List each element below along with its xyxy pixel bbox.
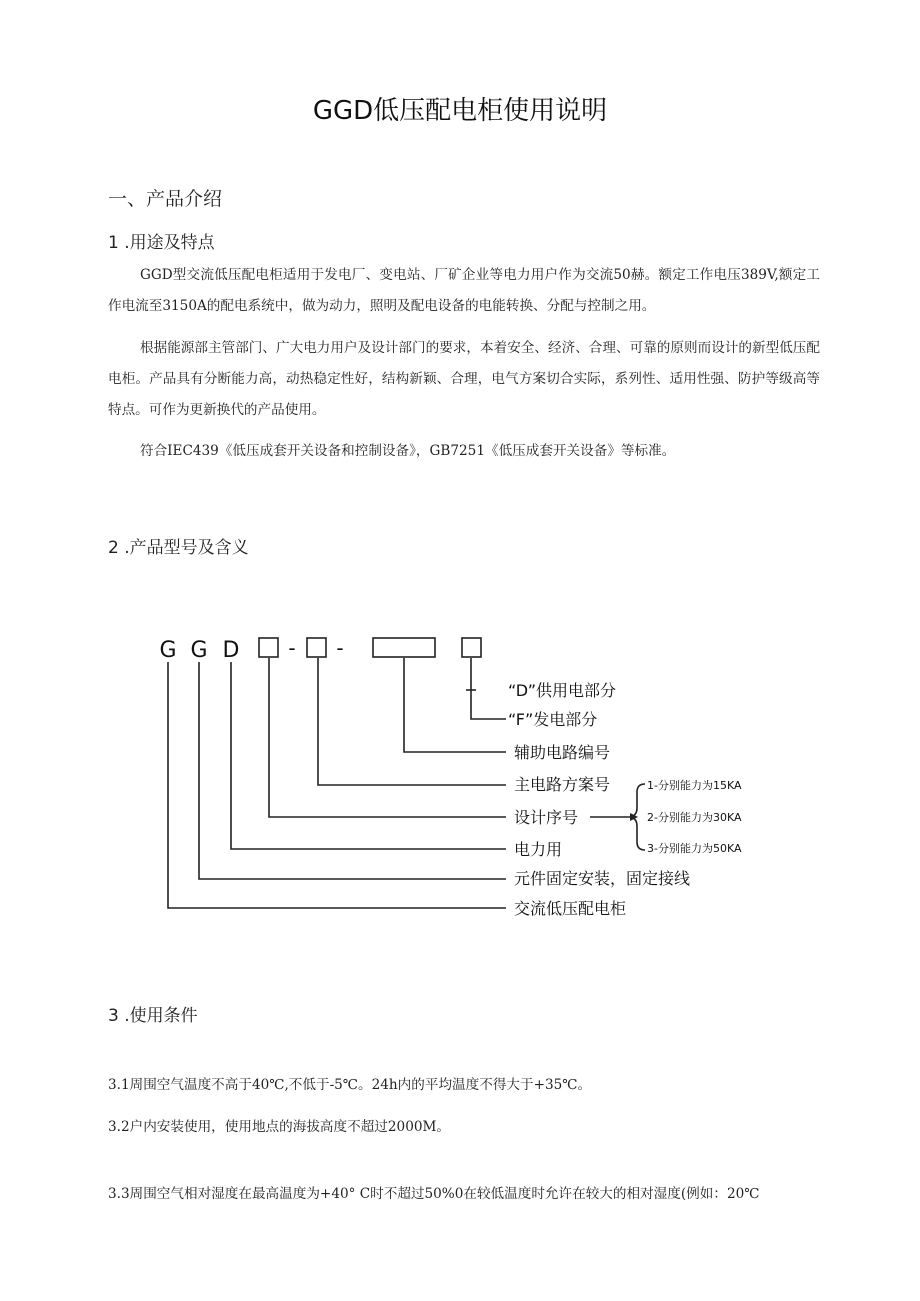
condition-3-1: 3.1周围空气温度不高于40℃,不低于-5℃。24h内的平均温度不得大于+35℃。 — [108, 1077, 592, 1093]
leader-line-fixed — [199, 662, 506, 879]
paragraph-standards: 符合IEC439《低压成套开关设备和控制设备》，GB7251《低压成套开关设备》等标准。 — [140, 443, 676, 459]
document-title: GGD低压配电柜使用说明 — [312, 96, 608, 126]
code-box-supply-type — [462, 638, 481, 657]
subheading-conditions: 3 .使用条件 — [108, 1006, 198, 1026]
label-aux-circuit: 辅助电路编号 — [514, 743, 611, 762]
label-design-seq: 设计序号 — [514, 808, 579, 827]
breaking-capacity-2: 2-分别能力为30KA — [647, 811, 742, 824]
label-fixed-install: 元件固定安装，固定接线 — [514, 869, 691, 888]
code-letter-g2: G — [190, 638, 208, 663]
label-power-use: 电力用 — [514, 840, 563, 859]
subheading-usage: 1 .用途及特点 — [108, 233, 215, 253]
code-letter-g1: G — [159, 638, 177, 663]
leader-line-supply-type — [471, 658, 506, 719]
code-box-aux-circuit — [373, 638, 435, 657]
breaking-capacity-3: 3-分别能力为50KA — [647, 842, 742, 855]
leader-line-power — [231, 662, 506, 849]
label-main-circuit: 主电路方案号 — [514, 775, 611, 794]
section-heading-product-intro: 一、产品介绍 — [108, 188, 223, 210]
breaking-capacity-1: 1-分别能力为15KA — [647, 779, 742, 792]
code-dash-1: - — [288, 636, 296, 660]
leader-line-main-circuit — [318, 658, 506, 785]
label-d-supply: “D”供用电部分 — [508, 681, 616, 700]
code-box-design-seq — [259, 638, 278, 657]
arrow-head — [630, 813, 638, 821]
label-f-generation: “F”发电部分 — [508, 710, 598, 729]
subheading-model-meaning: 2 .产品型号及含义 — [108, 538, 249, 558]
code-dash-2: - — [336, 636, 344, 660]
paragraph-usage: GGD型交流低压配电柜适用于发电厂、变电站、厂矿企业等电力用户作为交流50赫。额定工作电压389V,额定工作电流至3150A的配电系统中，做为动力，照明及配电设备的电能转换、分配与控制之用。 — [108, 267, 820, 314]
code-letter-d: D — [222, 638, 240, 663]
paragraph-design: 根据能源部主管部门、广大电力用户及设计部门的要求，本着安全、经济、合理、可靠的原则而设计的新型低压配电柜。产品具有分断能力高，动热稳定性好，结构新颖、合理，电气方案切合实际，系列性、适用性强、防护等级高等特点。可作为更新换代的产品使用。 — [108, 340, 820, 418]
code-box-main-circuit — [307, 638, 326, 657]
leader-line-aux — [404, 658, 506, 752]
label-ac-lv-cabinet: 交流低压配电柜 — [514, 899, 627, 918]
condition-3-2: 3.2户内安装使用，使用地点的海拔高度不超过2000M。 — [108, 1119, 451, 1135]
condition-3-3: 3.3周围空气相对湿度在最高温度为+40° C时不超过50%0在较低温度时允许在较大的相对湿度(例如：20℃ — [108, 1186, 760, 1202]
